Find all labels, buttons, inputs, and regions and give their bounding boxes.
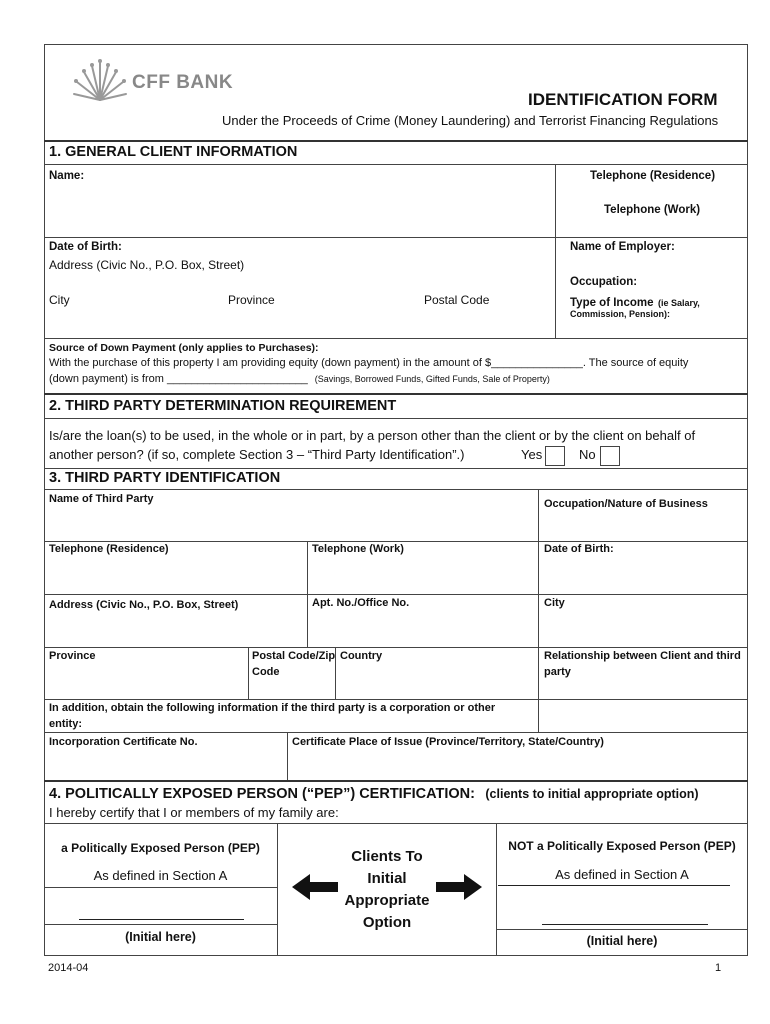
tp-tel-res-label: Telephone (Residence): [49, 543, 169, 555]
tp-city-label: City: [544, 597, 565, 609]
clients-line-2: Initial: [367, 870, 407, 887]
tp-province-label: Province: [49, 650, 96, 662]
arrow-right-icon: [434, 872, 484, 902]
third-party-question-1: Is/are the loan(s) to be used, in the whole or in part, by a person other than the client or by the client on behalf of: [49, 428, 696, 443]
client-name-label: Name:: [49, 170, 85, 182]
divider: [44, 418, 748, 419]
client-tel-work-label: Telephone (Work): [604, 204, 701, 216]
tp-dob-label: Date of Birth:: [544, 543, 614, 555]
down-payment-line-1: With the purchase of this property I am providing equity (down payment) in the amount of $_______________. The source of equity: [49, 357, 689, 369]
pep-initial-label: (Initial here): [125, 930, 196, 944]
tp-address-label: Address (Civic No., P.O. Box, Street): [49, 599, 239, 611]
province-label: Province: [228, 293, 275, 307]
divider: [44, 140, 748, 142]
form-subtitle: Under the Proceeds of Crime (Money Laundering) and Terrorist Financing Regulations: [222, 113, 719, 128]
divider: [44, 237, 748, 238]
client-name-field[interactable]: [48, 184, 552, 234]
income-type-text: Type of Income: [570, 297, 654, 309]
arrow-left-icon: [290, 872, 340, 902]
cff-bank-logo: [70, 56, 260, 106]
tp-apt-label: Apt. No./Office No.: [312, 597, 410, 609]
income-type-hint-2: Commission, Pension):: [570, 309, 671, 319]
down-payment-title: Source of Down Payment (only applies to Purchases):: [49, 342, 319, 354]
pep-initial-line: [79, 919, 244, 920]
corp-note-2: entity:: [49, 718, 82, 730]
clients-line-3: Appropriate: [344, 892, 430, 909]
yes-checkbox[interactable]: [545, 446, 565, 466]
third-party-question-2: another person? (if so, complete Section 3 – “Third Party Identification”.): [49, 447, 465, 462]
not-pep-initial-line: [542, 924, 708, 925]
pep-certify-text: I hereby certify that I or members of my family are:: [49, 805, 339, 820]
divider: [44, 489, 748, 490]
divider: [44, 594, 748, 595]
city-label: City: [49, 293, 70, 307]
section-4-heading: 4. POLITICALLY EXPOSED PERSON (“PEP”) CERTIFICATION:: [49, 786, 475, 802]
divider: [44, 164, 748, 165]
divider: [335, 647, 336, 699]
down-payment-line-2: [49, 373, 550, 385]
employer-label: Name of Employer:: [570, 241, 675, 253]
divider: [44, 393, 748, 395]
tp-country-label: Country: [340, 650, 383, 662]
divider: [44, 541, 748, 542]
not-pep-initial-field[interactable]: [500, 892, 744, 922]
divider: [44, 699, 748, 700]
tp-relationship-label: Relationship between Client and third: [544, 650, 741, 662]
section-1-heading: 1. GENERAL CLIENT INFORMATION: [49, 144, 298, 160]
incorp-cert-label: Incorporation Certificate No.: [49, 736, 198, 748]
section-4-heading-row: [49, 785, 699, 803]
divider: [44, 924, 277, 925]
not-pep-label: NOT a Politically Exposed Person (PEP): [508, 839, 736, 853]
divider: [248, 647, 249, 699]
clients-line-4: Option: [362, 914, 412, 931]
pep-definition: As defined in Section A: [93, 868, 228, 883]
section-2-heading: 2. THIRD PARTY DETERMINATION REQUIREMENT: [49, 398, 397, 414]
logo-text: CFF BANK: [132, 72, 234, 93]
divider: [44, 887, 277, 888]
section-4-note: (clients to initial appropriate option): [485, 787, 699, 801]
not-pep-initial-label: (Initial here): [586, 934, 658, 948]
client-address-label: Address (Civic No., P.O. Box, Street): [49, 258, 245, 272]
logo-burst-icon: [70, 56, 130, 106]
pep-label: a Politically Exposed Person (PEP): [61, 841, 260, 855]
page-number: 1: [715, 962, 722, 974]
yes-label: Yes: [521, 447, 543, 462]
section-3-heading: 3. THIRD PARTY IDENTIFICATION: [49, 470, 281, 486]
divider: [538, 489, 539, 732]
divider: [44, 732, 748, 733]
tp-occupation-label: Occupation/Nature of Business: [544, 498, 708, 510]
divider: [277, 823, 278, 956]
pep-initial-field[interactable]: [48, 892, 273, 922]
occupation-label: Occupation:: [570, 276, 638, 288]
postal-code-label: Postal Code: [424, 293, 490, 307]
down-payment-hint: (Savings, Borrowed Funds, Gifted Funds, Sale of Property): [314, 374, 550, 384]
divider: [287, 732, 288, 780]
divider: [44, 647, 748, 648]
no-label: No: [579, 447, 596, 462]
income-type-hint: (ie Salary,: [657, 298, 700, 308]
cert-place-label: Certificate Place of Issue (Province/Territory, State/Country): [292, 736, 604, 748]
no-checkbox[interactable]: [600, 446, 620, 466]
divider: [44, 780, 748, 782]
tp-relationship-label-2: party: [544, 666, 571, 678]
divider: [44, 823, 748, 824]
corp-note: In addition, obtain the following information if the third party is a corporation or other: [49, 702, 496, 714]
not-pep-definition: As defined in Section A: [555, 867, 689, 882]
not-pep-def-line: [498, 885, 730, 886]
client-tel-res-label: Telephone (Residence): [590, 170, 716, 182]
divider: [44, 338, 748, 339]
divider: [44, 468, 748, 469]
form-title: IDENTIFICATION FORM: [528, 90, 718, 109]
divider: [555, 164, 556, 338]
clients-line-1: Clients To: [351, 848, 423, 865]
form-date: 2014-04: [48, 962, 89, 974]
client-dob-label: Date of Birth:: [49, 241, 122, 253]
tp-tel-work-label: Telephone (Work): [312, 543, 404, 555]
tp-postal-label: Postal Code/Zip: [252, 650, 336, 662]
divider: [496, 929, 748, 930]
tp-postal-label-2: Code: [252, 666, 280, 678]
down-payment-source-text: (down payment) is from _______________________: [49, 373, 308, 385]
tp-name-label: Name of Third Party: [49, 493, 154, 505]
